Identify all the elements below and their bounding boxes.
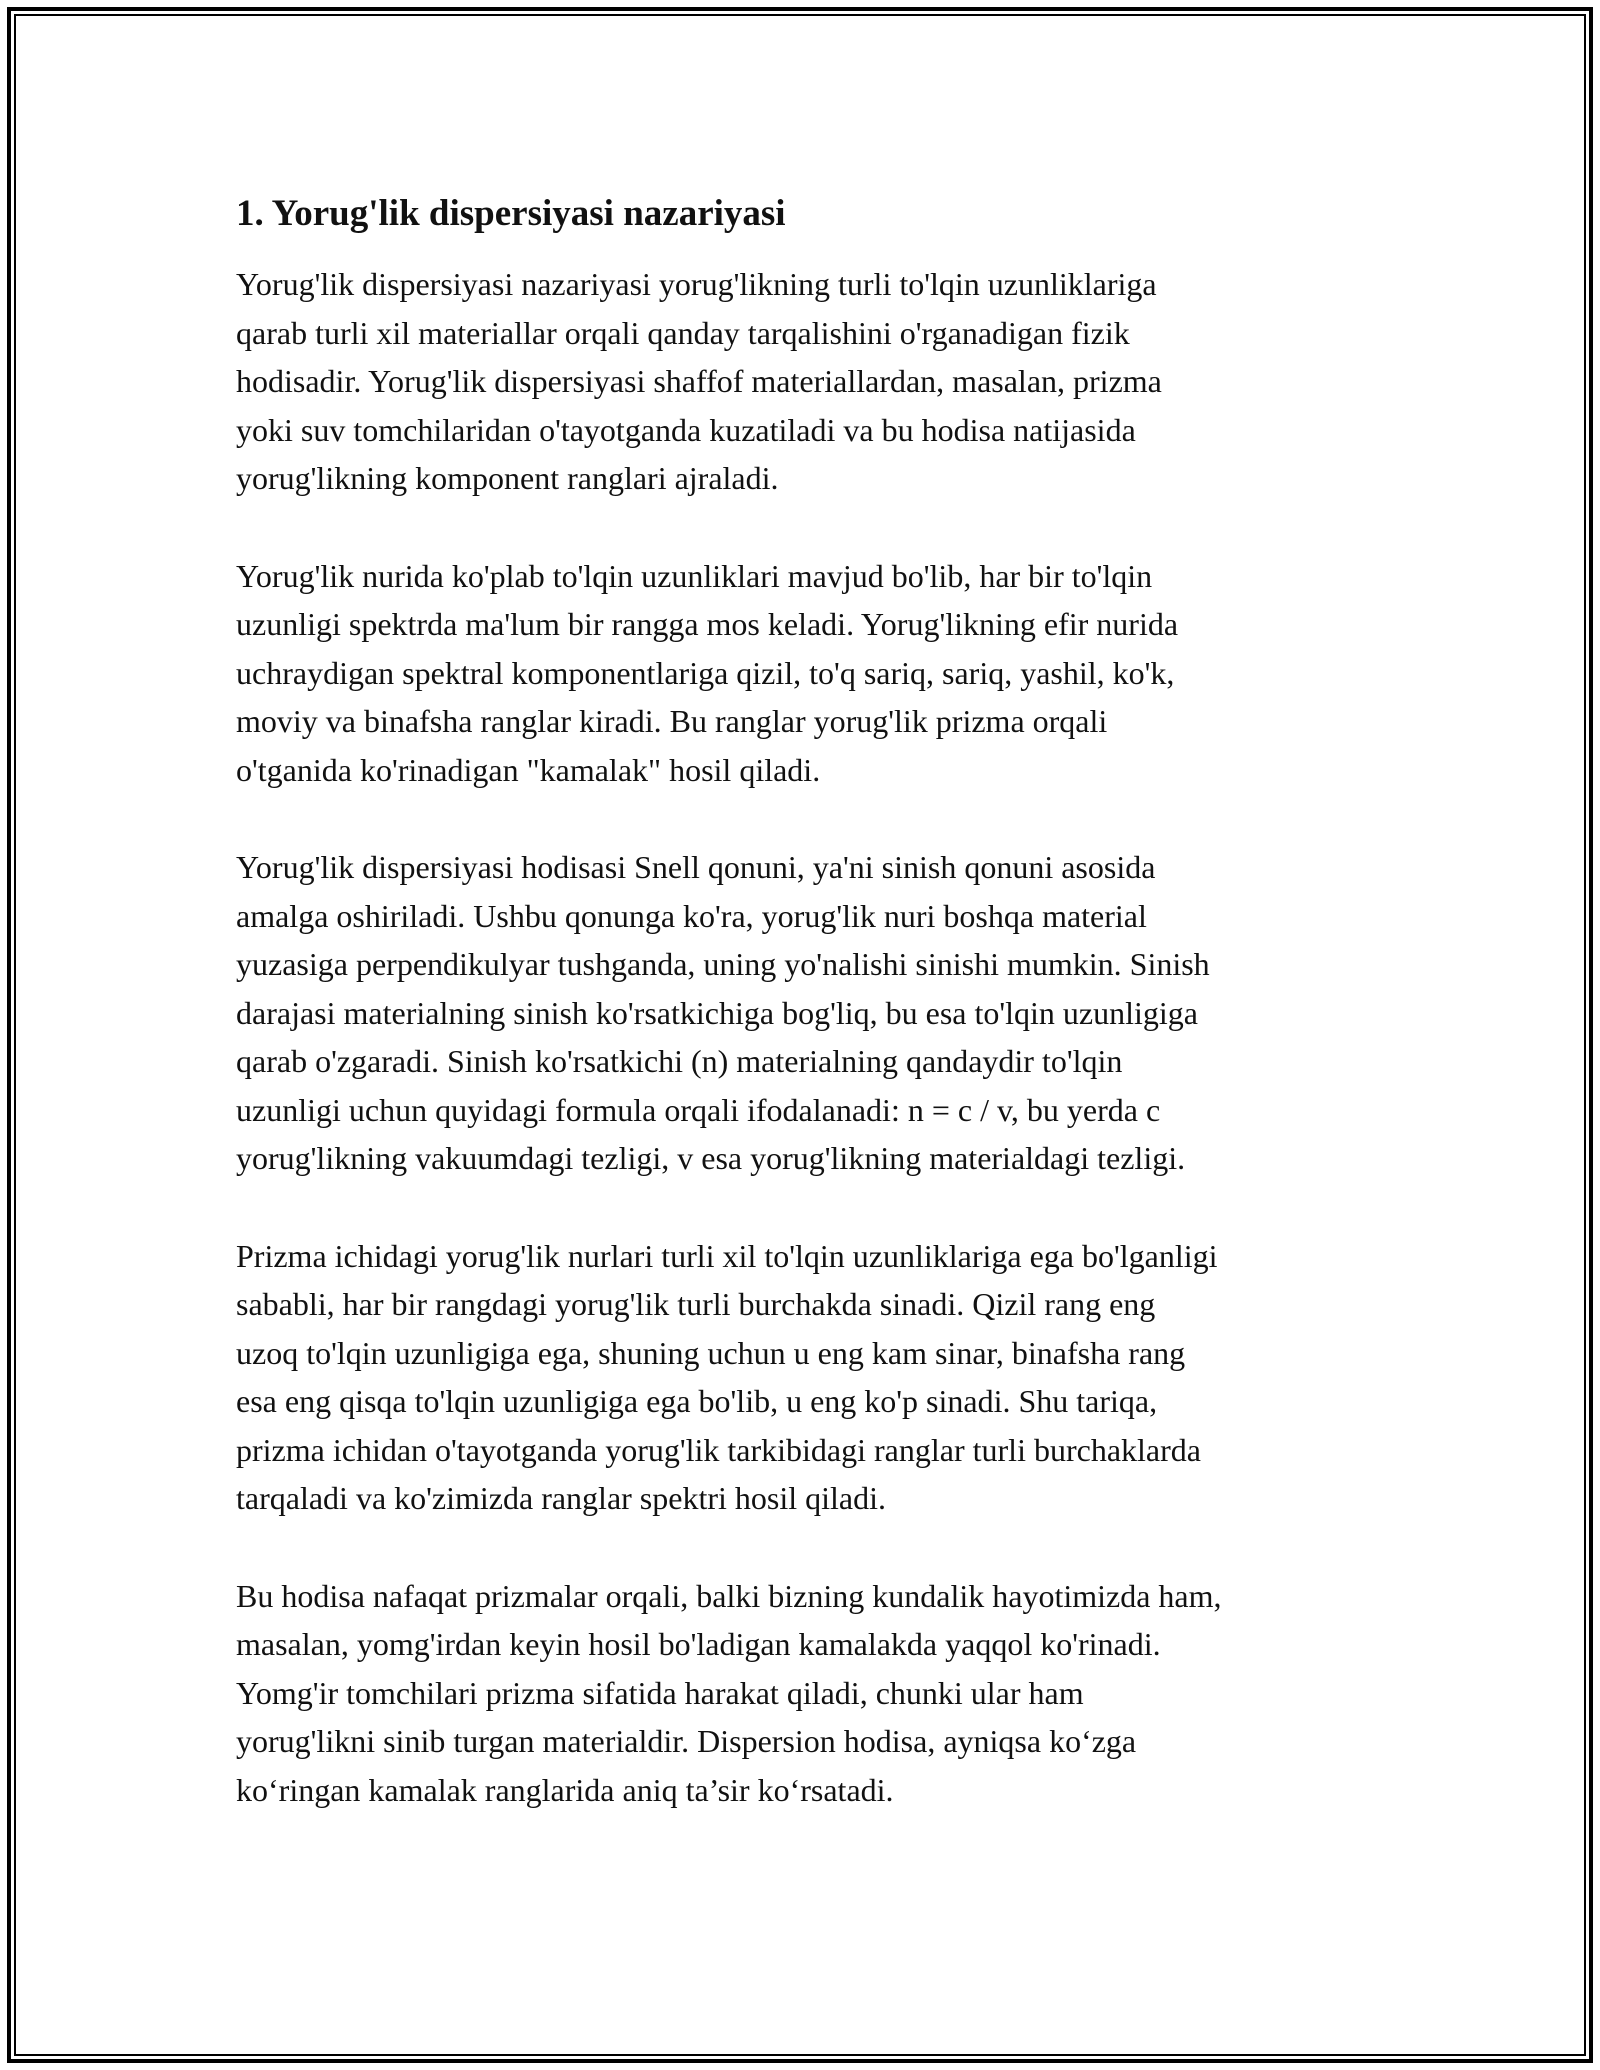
text-line: Yorug'lik dispersiyasi nazariyasi yorug'likning turli to'lqin uzunliklariga: [236, 266, 1157, 302]
text-line: prizma ichidan o'tayotganda yorug'lik tarkibidagi ranglar turli burchaklarda: [236, 1431, 1201, 1468]
text-line: yorug'likning vakuumdagi tezligi, v esa yorug'likning materialdagi tezligi.: [236, 1140, 1186, 1176]
text-line: Bu hodisa nafaqat prizmalar orqali, balki bizning kundalik hayotimizda ham,: [236, 1577, 1222, 1614]
text-line: darajasi materialning sinish ko'rsatkichiga bog'liq, bu esa to'lqin uzunligiga: [236, 994, 1198, 1031]
paragraph-3: [236, 843, 1366, 1183]
text-line: tarqaladi va ko'zimizda ranglar spektri hosil qiladi.: [236, 1480, 886, 1516]
text-line: ko‘ringan kamalak ranglarida aniq ta’sir ko‘rsatadi.: [236, 1771, 894, 1808]
paragraph-2: [236, 552, 1366, 795]
text-line: yuzasiga perpendikulyar tushganda, uning yo'nalishi sinishi mumkin. Sinish: [236, 946, 1210, 982]
text-line: hodisadir. Yorug'lik dispersiyasi shaffof materiallardan, masalan, prizma: [236, 363, 1162, 399]
text-line: Yorug'lik dispersiyasi hodisasi Snell qonuni, ya'ni sinish qonuni asosida: [236, 849, 1156, 885]
text-line: qarab turli xil materiallar orqali qanday tarqalishini o'rganadigan fizik: [236, 314, 1130, 351]
paragraph-1: [236, 260, 1366, 503]
text-line: uchraydigan spektral komponentlariga qizil, to'q sariq, sariq, yashil, ko'k,: [236, 654, 1175, 691]
text-line: uzoq to'lqin uzunligiga ega, shuning uchun u eng kam sinar, binafsha rang: [236, 1334, 1186, 1371]
text-line: yoki suv tomchilaridan o'tayotganda kuzatiladi va bu hodisa natijasida: [236, 411, 1136, 448]
text-line: qarab o'zgaradi. Sinish ko'rsatkichi (n) materialning qandaydir to'lqin: [236, 1043, 1123, 1079]
section-heading: 1. Yorug'lik dispersiyasi nazariyasi: [236, 193, 786, 234]
text-line: Prizma ichidagi yorug'lik nurlari turli xil to'lqin uzunliklariga ega bo'lganligi: [236, 1237, 1218, 1274]
text-line: yorug'likni sinib turgan materialdir. Dispersion hodisa, ayniqsa ko‘zga: [236, 1723, 1137, 1759]
document-body: [236, 186, 1366, 1814]
text-line: Yorug'lik nurida ko'plab to'lqin uzunliklari mavjud bo'lib, har bir to'lqin: [236, 557, 1153, 594]
text-line: uzunligi uchun quyidagi formula orqali ifodalanadi: n = c / v, bu yerda c: [236, 1091, 1161, 1128]
text-line: Yomg'ir tomchilari prizma sifatida harakat qiladi, chunki ular ham: [236, 1674, 1084, 1711]
text-line: o'tganida ko'rinadigan "kamalak" hosil qiladi.: [236, 751, 821, 788]
text-line: masalan, yomg'irdan keyin hosil bo'ladigan kamalakda yaqqol ko'rinadi.: [236, 1626, 1161, 1662]
paragraph-4: [236, 1232, 1366, 1523]
text-line: moviy va binafsha ranglar kiradi. Bu ranglar yorug'lik prizma orqali: [236, 703, 1108, 739]
paragraph-5: [236, 1572, 1366, 1815]
text-line: sababli, har bir rangdagi yorug'lik turli burchakda sinadi. Qizil rang eng: [236, 1286, 1156, 1322]
text-line: esa eng qisqa to'lqin uzunligiga ega bo'lib, u eng ko'p sinadi. Shu tariqa,: [236, 1383, 1158, 1419]
text-line: amalga oshiriladi. Ushbu qonunga ko'ra, yorug'lik nuri boshqa material: [236, 897, 1147, 934]
text-line: yorug'likning komponent ranglari ajraladi.: [236, 460, 779, 496]
text-line: uzunligi spektrda ma'lum bir rangga mos keladi. Yorug'likning efir nurida: [236, 606, 1179, 642]
